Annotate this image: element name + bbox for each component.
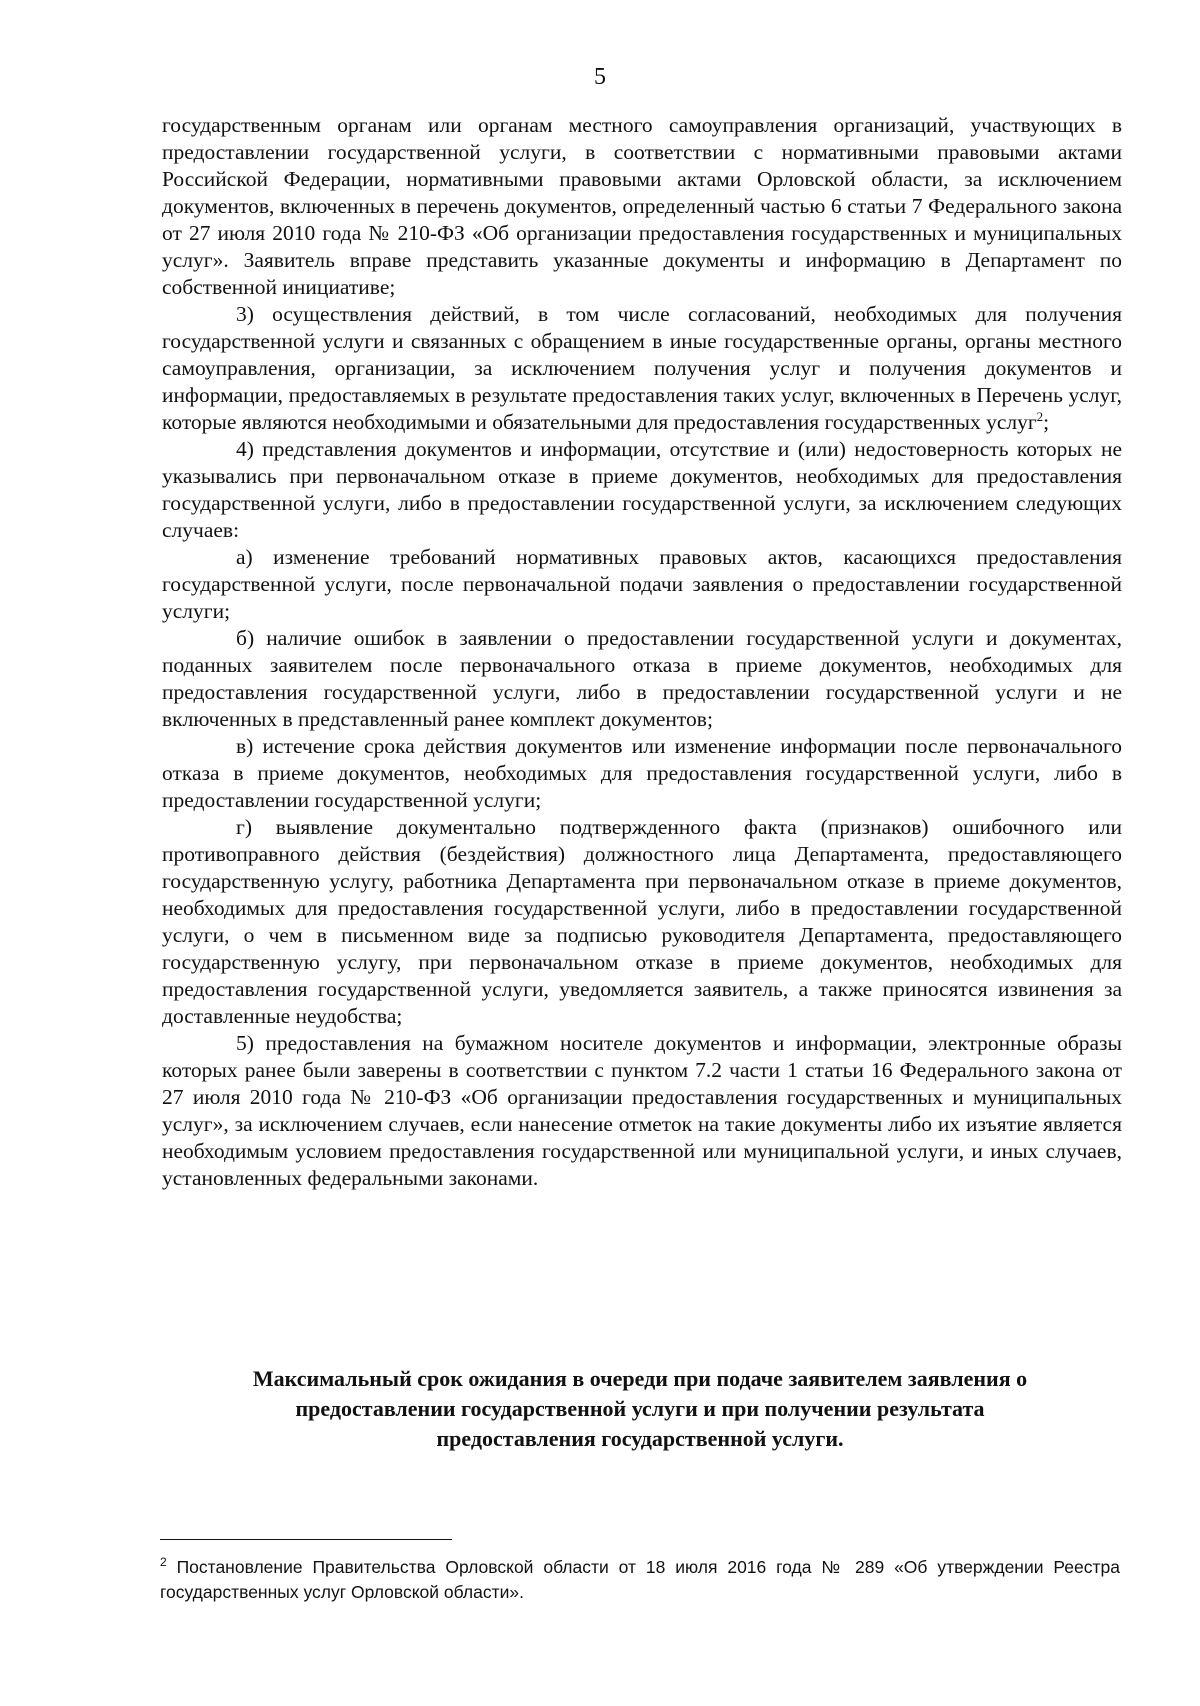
footnote-mark: 2: [160, 1555, 167, 1569]
paragraph-subitem-v: в) истечение срока действия документов или изменение информации после первоначального отказа в приеме документов, необходимых для предоставления государственной услуги, либо в предоставлении государственной услуги;: [162, 734, 1122, 812]
section-heading-line-1: Максимальный срок ожидания в очереди при подаче заявителем заявления о: [252, 1366, 1028, 1391]
section-heading: [200, 1364, 1080, 1454]
footnote-separator: [160, 1539, 452, 1540]
paragraph-item-3-end: ;: [1043, 410, 1050, 434]
body-text: [162, 112, 1122, 1192]
paragraph-item-4: 4) представления документов и информации, отсутствие и (или) недостоверность которых не указывались при первоначальном отказе в приеме документов, необходимых для предоставления государственной услуги, либо в предоставлении государственной услуги, за исключением следующих случаев:: [162, 437, 1122, 542]
footnote: [160, 1555, 1120, 1605]
section-heading-line-2: предоставлении государственной услуги и при получении результата: [295, 1396, 985, 1421]
footnote-reference: 2: [1036, 409, 1044, 424]
page-number: 5: [594, 64, 606, 90]
paragraph-item-3-text: 3) осуществления действий, в том числе согласований, необходимых для получения государственной услуги и связанных с обращением в иные государственные органы, органы местного самоуправления, организации, за исключением получения услуг и получения документов и информации, предоставляемых в результате предоставления таких услуг, включенных в Перечень услуг, которые являются необходимыми и обязательными для предоставления государственных услуг: [162, 302, 1122, 434]
paragraph-item-3: [162, 301, 1122, 436]
paragraph-continuation: государственным органам или органам местного самоуправления организаций, участвующих в предоставлении государственной услуги, в соответствии с нормативными правовыми актами Российской Федерации, нормативными правовыми актами Орловской области, за исключением документов, включенных в перечень документов, определенный частью 6 статьи 7 Федерального закона от 27 июля 2010 года № 210-ФЗ «Об организации предоставления государственных и муниципальных услуг». Заявитель вправе представить указанные документы и информацию в Департамент по собственной инициативе;: [162, 113, 1122, 299]
paragraph-subitem-b: б) наличие ошибок в заявлении о предоставлении государственной услуги и документах, поданных заявителем после первоначального отказа в приеме документов, необходимых для предоставления государственной услуги, либо в предоставлении государственной услуги и не включенных в представленный ранее комплект документов;: [162, 626, 1122, 731]
paragraph-subitem-a: а) изменение требований нормативных правовых актов, касающихся предоставления государственной услуги, после первоначальной подачи заявления о предоставлении государственной услуги;: [162, 545, 1122, 623]
footnote-text: Постановление Правительства Орловской области от 18 июля 2016 года № 289 «Об утверждении Реестра государственных услуг Орловской области».: [160, 1557, 1120, 1602]
section-heading-line-3: предоставления государственной услуги.: [436, 1426, 844, 1451]
paragraph-item-5: 5) предоставления на бумажном носителе документов и информации, электронные образы которых ранее были заверены в соответствии с пунктом 7.2 части 1 статьи 16 Федерального закона от 27 июля 2010 года № 210-ФЗ «Об организации предоставления государственных и муниципальных услуг», за исключением случаев, если нанесение отметок на такие документы либо их изъятие является необходимым условием предоставления государственной или муниципальной услуги, и иных случаев, установленных федеральными законами.: [162, 1031, 1122, 1190]
paragraph-subitem-g: г) выявление документально подтвержденного факта (признаков) ошибочного или противоправного действия (бездействия) должностного лица Департамента, предоставляющего государственную услугу, работника Департамента при первоначальном отказе в приеме документов, необходимых для предоставления государственной услуги, либо в предоставлении государственной услуги, о чем в письменном виде за подписью руководителя Департамента, предоставляющего государственную услугу, при первоначальном отказе в приеме документов, необходимых для предоставления государственной услуги, уведомляется заявитель, а также приносятся извинения за доставленные неудобства;: [162, 815, 1122, 1028]
